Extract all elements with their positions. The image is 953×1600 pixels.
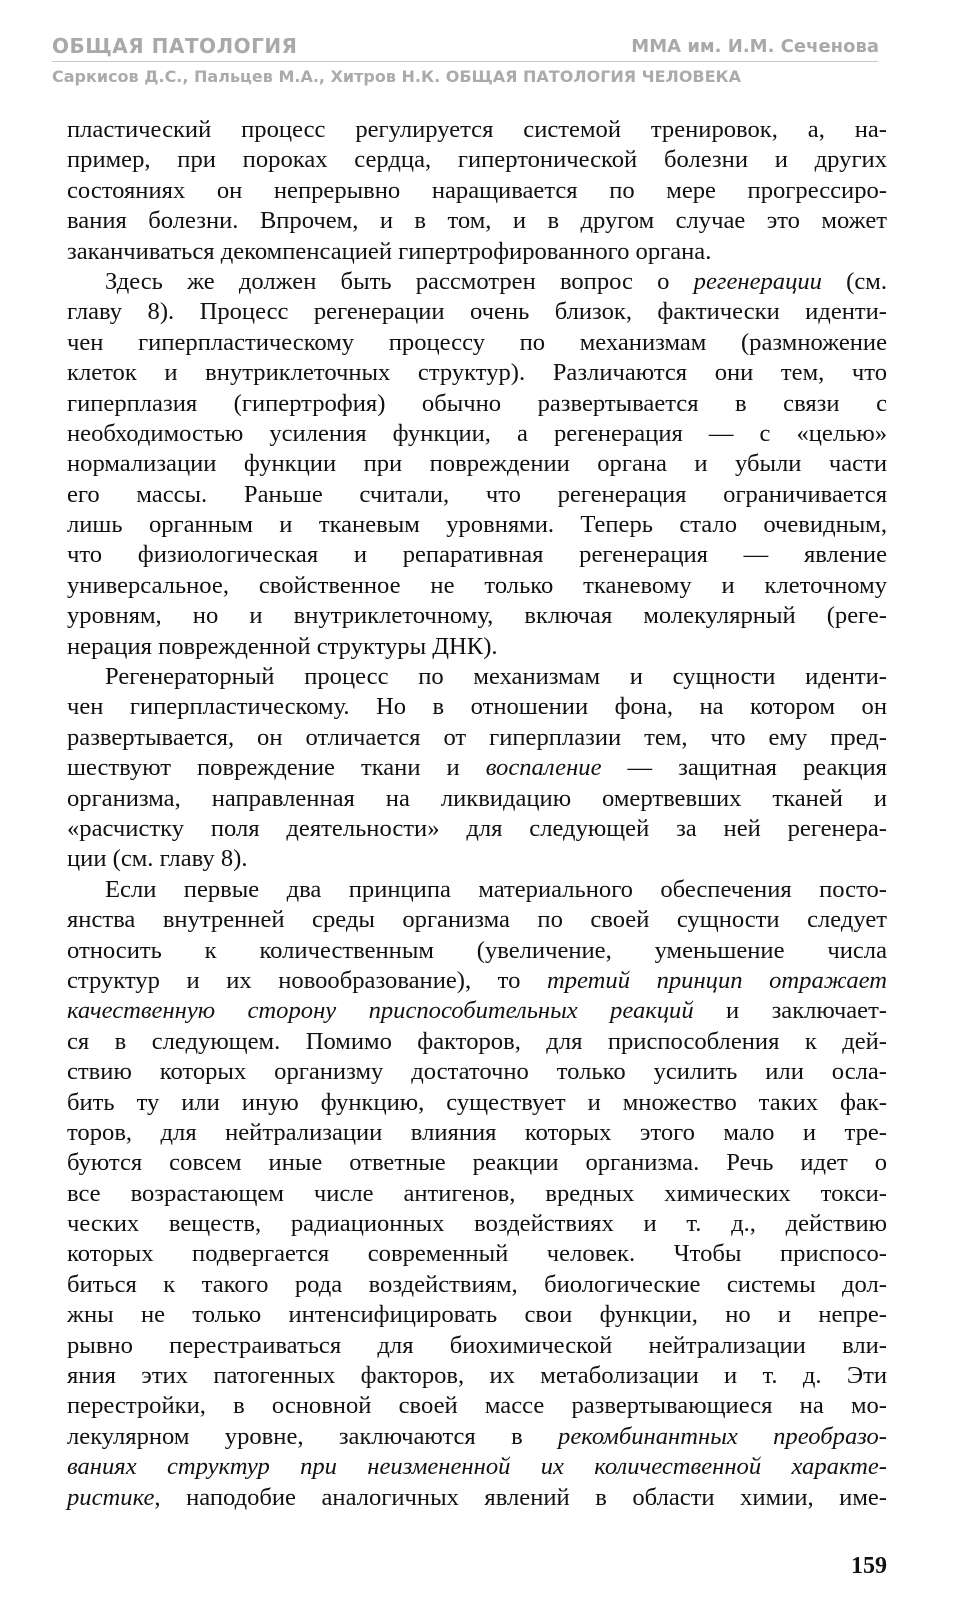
- text-line: [67, 875, 887, 905]
- text-segment: Регенераторный процесс по механизмам и сущности иденти-: [105, 663, 887, 691]
- text-segment: клеток и внутриклеточных структур). Различаются они тем, что: [67, 359, 887, 387]
- text-line: [67, 905, 887, 935]
- text-line: [67, 1300, 887, 1330]
- text-segment: шествуют повреждение ткани и: [67, 754, 486, 782]
- text-line: [67, 1209, 887, 1239]
- text-line: [67, 1331, 887, 1361]
- text-line: [67, 1148, 887, 1178]
- text-segment: (см.: [821, 267, 887, 295]
- text-line: [67, 692, 887, 722]
- text-segment: состояниях он непрерывно наращивается по мере прогрессиро-: [67, 176, 887, 204]
- text-line: [67, 480, 887, 510]
- text-line: [67, 1361, 887, 1391]
- text-line: [67, 115, 887, 145]
- text-line: [67, 328, 887, 358]
- text-line: [67, 1057, 887, 1087]
- text-line: [67, 1391, 887, 1421]
- header-divider: [52, 61, 878, 62]
- text-line: [67, 237, 887, 267]
- text-line: [67, 389, 887, 419]
- text-segment: — защитная реакция: [601, 754, 887, 782]
- page-number: 159: [851, 1553, 887, 1579]
- text-segment: нормализации функции при повреждении органа и убыли части: [67, 450, 887, 478]
- text-segment: организма, направленная на ликвидацию омертвевших тканей и: [67, 784, 887, 812]
- text-line: [67, 662, 887, 692]
- italic-text: ристике: [67, 1483, 155, 1511]
- italic-text: регенерации: [693, 267, 822, 295]
- text-segment: пример, при пороках сердца, гипертонической болезни и других: [67, 146, 887, 174]
- text-line: [67, 844, 887, 874]
- header-institution: ММА им. И.М. Сеченова: [631, 36, 879, 57]
- text-line: [67, 297, 887, 327]
- text-segment: Здесь же должен быть рассмотрен вопрос о: [105, 267, 694, 295]
- text-line: [67, 571, 887, 601]
- text-line: [67, 996, 887, 1026]
- text-segment: и заключает-: [693, 997, 888, 1025]
- italic-text: воспаление: [485, 754, 602, 782]
- text-line: [67, 358, 887, 388]
- body-text: [67, 115, 887, 1513]
- text-segment: которых подвергается современный человек. Чтобы приспосо-: [67, 1240, 887, 1268]
- text-line: [67, 1118, 887, 1148]
- text-line: [67, 419, 887, 449]
- text-segment: нерация поврежденной структуры ДНК).: [67, 632, 498, 660]
- text-line: [67, 267, 887, 297]
- text-line: [67, 723, 887, 753]
- text-segment: жны не только интенсифицировать свои функции, но и непре-: [67, 1301, 887, 1329]
- italic-text: рекомбинантных преобразо-: [558, 1422, 887, 1450]
- text-segment: торов, для нейтрализации влияния которых этого мало и тре-: [67, 1118, 887, 1146]
- text-line: [67, 1179, 887, 1209]
- text-line: [67, 1270, 887, 1300]
- text-line: [67, 936, 887, 966]
- text-segment: яния этих патогенных факторов, их метаболизации и т. д. Эти: [67, 1362, 887, 1390]
- text-line: [67, 540, 887, 570]
- text-segment: главу 8). Процесс регенерации очень близок, фактически иденти-: [67, 298, 887, 326]
- text-segment: гиперплазия (гипертрофия) обычно развертывается в связи с: [67, 389, 887, 417]
- text-segment: развертывается, он отличается от гиперплазии тем, что ему пред-: [67, 723, 887, 751]
- text-segment: заканчиваться декомпенсацией гипертрофированного органа.: [67, 237, 712, 265]
- italic-text: ваниях структур при неизмененной их количественной характе-: [67, 1453, 887, 1481]
- text-segment: необходимостью усиления функции, а регенерация — с «целью»: [67, 419, 887, 447]
- text-segment: бить ту или иную функцию, существует и множество таких фак-: [67, 1088, 887, 1116]
- header-subtitle: Саркисов Д.С., Пальцев М.А., Хитров Н.К. ОБЩАЯ ПАТОЛОГИЯ ЧЕЛОВЕКА: [52, 67, 741, 86]
- text-line: [67, 176, 887, 206]
- text-line: [67, 206, 887, 236]
- text-segment: рывно перестраиваться для биохимической нейтрализации вли-: [67, 1331, 887, 1359]
- text-segment: пластический процесс регулируется системой тренировок, а, на-: [67, 116, 887, 143]
- text-segment: относить к количественным (увеличение, уменьшение числа: [67, 936, 887, 964]
- text-segment: все возрастающем числе антигенов, вредных химических токси-: [67, 1179, 887, 1207]
- text-segment: чен гиперпластическому. Но в отношении фона, на котором он: [67, 693, 887, 721]
- text-line: [67, 145, 887, 175]
- text-line: [67, 1422, 887, 1452]
- text-line: [67, 784, 887, 814]
- text-line: [67, 632, 887, 662]
- text-segment: вания болезни. Впрочем, и в том, и в другом случае это может: [67, 207, 887, 235]
- text-line: [67, 1239, 887, 1269]
- text-line: [67, 753, 887, 783]
- italic-text: качественную сторону приспособительных реакций: [67, 997, 694, 1025]
- text-segment: ся в следующем. Помимо факторов, для приспособления к дей-: [67, 1027, 887, 1055]
- text-segment: буются совсем иные ответные реакции организма. Речь идет о: [67, 1149, 887, 1177]
- text-segment: чен гиперпластическому процессу по механизмам (размножение: [67, 328, 887, 356]
- text-line: [67, 449, 887, 479]
- header-title: ОБЩАЯ ПАТОЛОГИЯ: [52, 34, 298, 58]
- text-line: [67, 1483, 887, 1513]
- text-segment: ции (см. главу 8).: [67, 845, 248, 873]
- text-segment: Если первые два принципа материального обеспечения посто-: [105, 875, 887, 903]
- text-segment: уровням, но и внутриклеточному, включая молекулярный (реге-: [67, 602, 887, 630]
- text-line: [67, 601, 887, 631]
- text-segment: перестройки, в основной своей массе развертывающиеся на мо-: [67, 1392, 887, 1420]
- text-segment: янства внутренней среды организма по своей сущности следует: [67, 906, 887, 934]
- text-line: [67, 510, 887, 540]
- text-segment: что физиологическая и репаративная регенерация — явление: [67, 541, 887, 569]
- text-segment: структур и их новообразование), то: [67, 966, 547, 994]
- text-line: [67, 1027, 887, 1057]
- text-segment: , наподобие аналогичных явлений в области химии, име-: [154, 1483, 887, 1511]
- text-segment: «расчистку поля деятельности» для следующей за ней регенера-: [67, 814, 887, 842]
- text-segment: лишь органным и тканевым уровнями. Теперь стало очевидным,: [67, 511, 887, 539]
- text-segment: его массы. Раньше считали, что регенерация ограничивается: [67, 480, 887, 508]
- text-segment: ческих веществ, радиационных воздействиях и т. д., действию: [67, 1210, 887, 1238]
- text-line: [67, 966, 887, 996]
- text-line: [67, 1088, 887, 1118]
- text-segment: ствию которых организму достаточно только усилить или осла-: [67, 1058, 887, 1086]
- text-segment: биться к такого рода воздействиям, биологические системы дол-: [67, 1270, 887, 1298]
- text-line: [67, 1452, 887, 1482]
- text-segment: универсальное, свойственное не только тканевому и клеточному: [67, 571, 887, 599]
- text-line: [67, 814, 887, 844]
- text-segment: лекулярном уровне, заключаются в: [67, 1422, 559, 1450]
- italic-text: третий принцип отражает: [546, 966, 887, 994]
